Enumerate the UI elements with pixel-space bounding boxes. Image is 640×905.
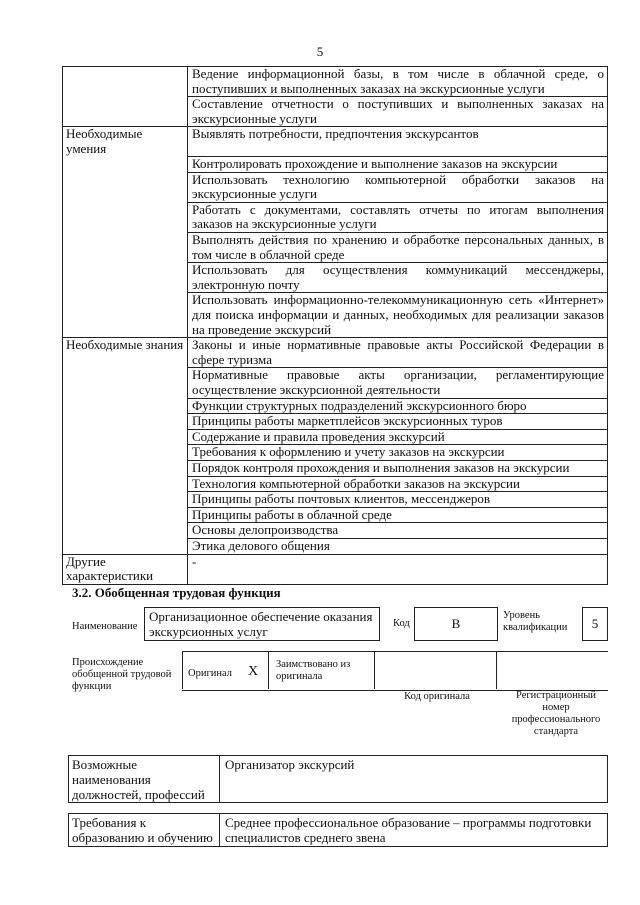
table-row: [63, 233, 608, 263]
reg-number-caption: Регистрационный номер профессионального стандарта: [511, 690, 601, 737]
row-text: Принципы работы почтовых клиентов, мессенджеров: [188, 492, 608, 508]
row-text: Законы и иные нормативные правовые акты Российской Федерации в сфере туризма: [188, 338, 608, 368]
level-value: 5: [582, 607, 608, 641]
table-row: [63, 554, 608, 584]
table-row: [63, 157, 608, 173]
row-text: Этика делового общения: [188, 538, 608, 554]
row-label: [63, 67, 188, 97]
table-row: [63, 293, 608, 338]
table-row: [63, 398, 608, 414]
row-label: [63, 445, 188, 461]
row-label: Необходимые умения: [63, 127, 188, 157]
level-label: Уровень квалификации: [503, 610, 568, 633]
row-text: Использовать технологию компьютерной обработки заказов на экскурсионные услуги: [188, 172, 608, 202]
table-row: [63, 67, 608, 97]
table-row: [63, 476, 608, 492]
row-text: Функции структурных подразделений экскурсионного бюро: [188, 398, 608, 414]
row-label: [63, 157, 188, 173]
table-row: [63, 414, 608, 430]
origin-divider: [374, 651, 375, 689]
row-text: Принципы работы маркетплейсов экскурсионных туров: [188, 414, 608, 430]
table-row: [63, 445, 608, 461]
row-text: Порядок контроля прохождения и выполнения заказов на экскурсии: [188, 460, 608, 476]
page-number: 5: [316, 44, 324, 59]
row-label: [63, 492, 188, 508]
original-label: Оригинал: [188, 668, 232, 679]
row-text: Требования к оформлению и учету заказов на экскурсии: [188, 445, 608, 461]
skills-knowledge-table: [62, 66, 608, 585]
row-label: Другие характеристики: [63, 554, 188, 584]
row-text: Основы делопроизводства: [188, 523, 608, 539]
row-label: [63, 202, 188, 232]
borrowed-label: Заимствовано из оригинала: [276, 659, 351, 682]
row-label: [63, 476, 188, 492]
section-title: 3.2. Обобщенная трудовая функция: [72, 585, 281, 600]
row-text: Составление отчетности о поступивших и выполненных заказах на экскурсионные услуги: [188, 97, 608, 127]
education-value: Среднее профессиональное образование – программы подготовки специалистов среднего звена: [225, 815, 592, 845]
table-row: [63, 507, 608, 523]
name-value: Организационное обеспечение оказания экскурсионных услуг: [144, 607, 380, 641]
row-label: [63, 172, 188, 202]
table-row: [63, 492, 608, 508]
row-text: Использовать информационно-телекоммуникационную сеть «Интернет» для поиска информации и данных, необходимых для реализации заказов на проведение экскурсий: [188, 293, 608, 338]
table-row: [63, 97, 608, 127]
row-label: [63, 97, 188, 127]
row-text: Нормативные правовые акты организации, регламентирующие осуществление экскурсионной деятельности: [188, 368, 608, 398]
row-text: Контролировать прохождение и выполнение заказов на экскурсии: [188, 157, 608, 173]
row-text: Использовать для осуществления коммуникаций мессенджеры, электронную почту: [188, 263, 608, 293]
code-original-caption: Код оригинала: [404, 691, 470, 702]
row-text: Принципы работы в облачной среде: [188, 507, 608, 523]
code-value: B: [414, 607, 498, 641]
row-label: [63, 429, 188, 445]
table-row: [63, 368, 608, 398]
row-label: Необходимые знания: [63, 338, 188, 368]
table-row: [63, 127, 608, 157]
table-row: [63, 460, 608, 476]
table-row: [63, 429, 608, 445]
table-row: [63, 538, 608, 554]
row-label: [63, 398, 188, 414]
row-label: [63, 460, 188, 476]
education-label: Требования к образованию и обучению: [69, 814, 220, 846]
row-text: Ведение информационной базы, в том числе в облачной среде, о поступивших и выполненных заказах на экскурсионные услуги: [188, 67, 608, 97]
origin-divider: [182, 651, 183, 689]
education-table: [68, 813, 608, 847]
origin-label: Происхождение обобщенной трудовой функции: [72, 657, 172, 692]
row-text: Содержание и правила проведения экскурсий: [188, 429, 608, 445]
row-label: [63, 368, 188, 398]
row-label: [63, 538, 188, 554]
origin-frame: [182, 651, 608, 691]
original-mark: X: [248, 664, 259, 679]
row-text: Технология компьютерной обработки заказов на экскурсии: [188, 476, 608, 492]
row-label: [63, 233, 188, 263]
row-text: -: [188, 554, 608, 584]
row-label: [63, 414, 188, 430]
table-row: [63, 202, 608, 232]
row-text: Выявлять потребности, предпочтения экскурсантов: [188, 127, 608, 157]
table-row: [63, 263, 608, 293]
origin-divider: [496, 651, 497, 689]
row-text: Работать с документами, составлять отчеты по итогам выполнения заказов на экскурсионные услуги: [188, 202, 608, 232]
table-row: [63, 338, 608, 368]
origin-divider: [268, 651, 269, 689]
code-label: Код: [393, 618, 410, 629]
table-row: [63, 523, 608, 539]
name-label: Наименование: [72, 621, 138, 632]
row-text: Выполнять действия по хранению и обработке персональных данных, в том числе в облачной среде: [188, 233, 608, 263]
row-label: [63, 523, 188, 539]
row-label: [63, 293, 188, 338]
positions-table: [68, 755, 608, 803]
table-row: [63, 172, 608, 202]
positions-value: Организатор экскурсий: [225, 757, 355, 772]
row-label: [63, 263, 188, 293]
positions-label: Возможные наименования должностей, профессий: [69, 756, 220, 802]
row-label: [63, 507, 188, 523]
